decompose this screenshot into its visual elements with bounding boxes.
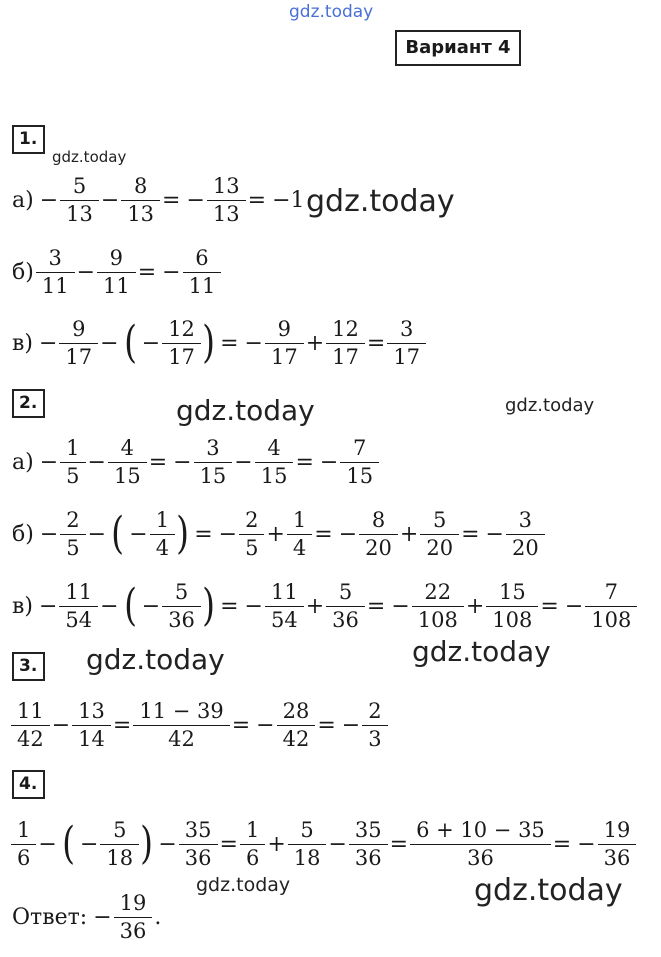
math-symbol: −	[39, 521, 59, 547]
fraction	[509, 509, 542, 559]
denominator: 5	[60, 462, 85, 488]
math-symbol: =	[247, 187, 267, 213]
math-symbol: −	[158, 831, 177, 857]
denominator: 3	[362, 725, 387, 751]
fraction	[352, 819, 385, 869]
numerator: 4	[267, 435, 281, 460]
fraction	[291, 819, 324, 869]
task-number: 1.	[12, 125, 45, 154]
denominator: 11	[183, 272, 222, 298]
numerator: 11	[65, 579, 93, 604]
denominator: 15	[255, 462, 294, 488]
numerator: 1	[66, 435, 80, 460]
math-symbol: +	[305, 593, 325, 619]
math-symbol: =	[295, 449, 314, 475]
numerator: 11	[270, 579, 298, 604]
numerator: 9	[277, 316, 292, 341]
math-symbol: −	[87, 449, 106, 475]
denominator: 15	[194, 462, 233, 488]
denominator: 6	[11, 844, 36, 870]
denominator: 42	[277, 725, 316, 751]
numerator: 12	[332, 316, 359, 341]
math-symbol: −	[328, 831, 347, 857]
numerator: 9	[72, 316, 86, 341]
equation-line	[12, 240, 220, 304]
fraction	[413, 819, 548, 869]
math-symbol: =	[231, 712, 251, 738]
math-symbol: −	[100, 187, 120, 213]
math-symbol: =	[148, 449, 168, 475]
math-symbol: −	[338, 521, 358, 547]
numerator: 19	[119, 890, 147, 915]
denominator: 14	[72, 725, 111, 751]
fraction	[153, 509, 172, 559]
math-symbol: +	[305, 330, 325, 356]
fraction	[75, 700, 108, 750]
fraction	[63, 509, 82, 559]
denominator: 18	[288, 844, 327, 870]
denominator: 15	[340, 462, 379, 488]
math-symbol: +	[266, 521, 285, 547]
denominator: 4	[287, 534, 312, 560]
numerator: 3	[399, 316, 414, 341]
math-symbol: −	[319, 449, 339, 475]
math-symbol: −	[577, 831, 596, 857]
numerator: 1	[292, 507, 307, 532]
math-symbol: −	[391, 593, 410, 619]
math-symbol: −	[79, 831, 99, 857]
numerator: 1	[245, 817, 260, 842]
numerator: 1	[17, 817, 31, 842]
parenthesis: (	[123, 317, 137, 368]
fraction	[165, 581, 198, 631]
denominator: 54	[59, 606, 98, 632]
watermark: gdz.today	[306, 184, 455, 219]
numerator: 5	[338, 579, 353, 604]
watermark: gdz.today	[176, 394, 315, 427]
math-symbol: −	[100, 330, 119, 356]
line-label: а)	[12, 449, 34, 475]
math-symbol: −	[38, 330, 58, 356]
denominator: 17	[59, 343, 98, 369]
equation-line	[12, 693, 387, 757]
numerator: 35	[354, 817, 382, 842]
denominator: 5	[60, 534, 85, 560]
fraction	[365, 700, 384, 750]
watermark: gdz.today	[505, 395, 595, 416]
line-label: в)	[12, 593, 33, 619]
fraction	[124, 175, 157, 225]
numerator: 2	[368, 698, 382, 723]
math-symbol: −	[129, 521, 148, 547]
watermark: gdz.today	[52, 148, 127, 166]
task-number: 3.	[12, 652, 45, 681]
math-symbol: −	[87, 521, 107, 547]
denominator: 17	[265, 343, 304, 369]
math-symbol: −	[39, 187, 59, 213]
math-symbol: −	[141, 593, 161, 619]
numerator: 5	[174, 579, 189, 604]
fraction	[290, 509, 309, 559]
math-symbol: =	[552, 831, 572, 857]
denominator: 42	[11, 725, 50, 751]
math-symbol: =	[220, 593, 239, 619]
math-symbol: =	[461, 521, 480, 547]
denominator: 108	[585, 606, 637, 632]
fraction	[415, 581, 461, 631]
math-symbol: =	[317, 712, 336, 738]
math-symbol: −	[38, 831, 57, 857]
math-symbol: =	[219, 831, 238, 857]
numerator: 11	[17, 698, 44, 723]
equation-line	[12, 168, 308, 232]
math-symbol: −	[141, 330, 161, 356]
fraction	[39, 247, 72, 297]
fraction	[329, 581, 362, 631]
denominator: 42	[133, 725, 229, 751]
fraction	[210, 175, 243, 225]
fraction	[601, 819, 634, 869]
math-symbol: =	[220, 330, 239, 356]
math-symbol: =	[162, 187, 181, 213]
numerator: 5	[433, 507, 447, 532]
denominator: 36	[598, 844, 637, 870]
fraction	[280, 700, 313, 750]
denominator: 36	[410, 844, 551, 870]
line-label: в)	[12, 330, 33, 356]
math-symbol: =	[389, 831, 409, 857]
math-symbol: =	[366, 593, 386, 619]
numerator: 35	[184, 817, 212, 842]
numerator: 2	[66, 507, 80, 532]
denominator: 17	[326, 343, 365, 369]
numerator: 3	[206, 435, 220, 460]
numerator: 28	[282, 698, 310, 723]
denominator: 13	[207, 200, 246, 226]
denominator: 11	[97, 272, 136, 298]
numerator: 1	[155, 507, 170, 532]
variant-title: Вариант 4	[395, 30, 521, 66]
fraction	[63, 175, 96, 225]
numerator: 13	[78, 698, 105, 723]
denominator: 11	[36, 272, 75, 298]
numerator: 3	[518, 507, 532, 532]
math-symbol: −	[51, 712, 71, 738]
math-symbol: −	[100, 593, 119, 619]
fraction	[62, 581, 95, 631]
parenthesis: (	[111, 508, 125, 559]
math-symbol: =	[137, 259, 157, 285]
fraction	[489, 581, 535, 631]
fraction	[258, 437, 291, 487]
numerator: 8	[133, 173, 148, 198]
watermark: gdz.today	[196, 874, 291, 896]
denominator: 5	[239, 534, 264, 560]
denominator: 36	[349, 844, 388, 870]
equation-line	[12, 502, 544, 566]
equation-line	[12, 574, 636, 638]
numerator: 12	[168, 316, 195, 341]
task-number: 4.	[12, 770, 45, 799]
fraction	[165, 318, 198, 368]
parenthesis: )	[202, 580, 215, 631]
parenthesis: (	[123, 580, 137, 631]
math-symbol: −	[38, 593, 58, 619]
math-symbol: −	[256, 712, 275, 738]
line-label: а)	[12, 187, 34, 213]
math-symbol: −	[244, 330, 263, 356]
denominator: 36	[326, 606, 365, 632]
fraction	[242, 509, 261, 559]
denominator: 20	[420, 534, 459, 560]
line-label: б)	[12, 521, 34, 547]
numerator: 3	[48, 245, 62, 270]
line-label: б)	[12, 259, 34, 285]
line-label: Ответ:	[12, 904, 88, 930]
parenthesis: )	[140, 818, 154, 869]
math-symbol: −	[218, 521, 238, 547]
fraction	[197, 437, 230, 487]
fraction	[111, 437, 144, 487]
denominator: 15	[108, 462, 147, 488]
denominator: 108	[486, 606, 538, 632]
numerator: 22	[424, 579, 452, 604]
fraction	[329, 318, 362, 368]
denominator: 4	[150, 534, 175, 560]
fraction	[136, 700, 226, 750]
denominator: 36	[179, 844, 218, 870]
math-symbol: +	[399, 521, 419, 547]
numerator: 5	[113, 817, 127, 842]
denominator: 18	[100, 844, 139, 870]
answer-line	[12, 885, 164, 949]
math-symbol: −	[93, 904, 112, 930]
numerator: 7	[604, 579, 618, 604]
numerator: 6 + 10 − 35	[416, 817, 545, 842]
numerator: 19	[603, 817, 631, 842]
denominator: 36	[162, 606, 201, 632]
numerator: 4	[120, 435, 134, 460]
fraction	[103, 819, 136, 869]
denominator: 13	[121, 200, 160, 226]
fraction	[243, 819, 262, 869]
denominator: 54	[265, 606, 304, 632]
math-symbol: −	[186, 187, 205, 213]
denominator: 13	[60, 200, 99, 226]
task-number: 2.	[12, 389, 45, 418]
math-symbol: =	[366, 330, 386, 356]
math-symbol: −	[341, 712, 361, 738]
math-symbol: +	[267, 831, 286, 857]
fraction	[362, 509, 395, 559]
equation-line	[12, 311, 425, 375]
math-symbol: −	[173, 449, 192, 475]
fraction	[100, 247, 133, 297]
numerator: 8	[371, 507, 386, 532]
watermark: gdz.today	[474, 873, 623, 908]
fraction	[14, 700, 47, 750]
fraction	[117, 892, 150, 942]
math-symbol: −	[564, 593, 584, 619]
numerator: 11 − 39	[139, 698, 224, 723]
math-symbol: =	[540, 593, 559, 619]
fraction	[182, 819, 215, 869]
fraction	[423, 509, 456, 559]
math-symbol: +	[465, 593, 485, 619]
math-symbol: =	[194, 521, 213, 547]
numerator: 6	[195, 245, 209, 270]
math-symbol: −	[162, 259, 181, 285]
numerator: 9	[109, 245, 124, 270]
watermark: gdz.today	[412, 635, 551, 668]
parenthesis: (	[61, 818, 75, 869]
math-symbol: −	[244, 593, 263, 619]
parenthesis: )	[202, 317, 215, 368]
denominator: 108	[412, 606, 464, 632]
denominator: 36	[114, 917, 153, 943]
parenthesis: )	[176, 508, 190, 559]
fraction	[588, 581, 634, 631]
math-symbol: =	[112, 712, 132, 738]
equation-line	[12, 812, 635, 876]
fraction	[268, 581, 301, 631]
math-symbol: =	[314, 521, 333, 547]
math-symbol: −	[39, 449, 59, 475]
numerator: 7	[353, 435, 367, 460]
denominator: 17	[162, 343, 201, 369]
numerator: 13	[212, 173, 240, 198]
fraction	[268, 318, 301, 368]
numerator: 2	[245, 507, 259, 532]
watermark-top: gdz.today	[289, 2, 374, 22]
denominator: 6	[240, 844, 265, 870]
denominator: 17	[387, 343, 426, 369]
math-symbol: −	[485, 521, 504, 547]
denominator: 20	[359, 534, 398, 560]
fraction	[186, 247, 219, 297]
math-symbol: −	[234, 449, 253, 475]
watermark: gdz.today	[86, 643, 225, 676]
equation-line	[12, 430, 378, 494]
fraction	[63, 437, 82, 487]
numerator: 5	[72, 173, 87, 198]
math-symbol: −1	[272, 187, 305, 213]
denominator: 20	[506, 534, 545, 560]
math-symbol: −	[76, 259, 95, 285]
fraction	[343, 437, 376, 487]
fraction	[390, 318, 423, 368]
math-symbol: .	[154, 904, 162, 930]
fraction	[62, 318, 95, 368]
numerator: 15	[498, 579, 526, 604]
fraction	[14, 819, 33, 869]
numerator: 5	[300, 817, 314, 842]
